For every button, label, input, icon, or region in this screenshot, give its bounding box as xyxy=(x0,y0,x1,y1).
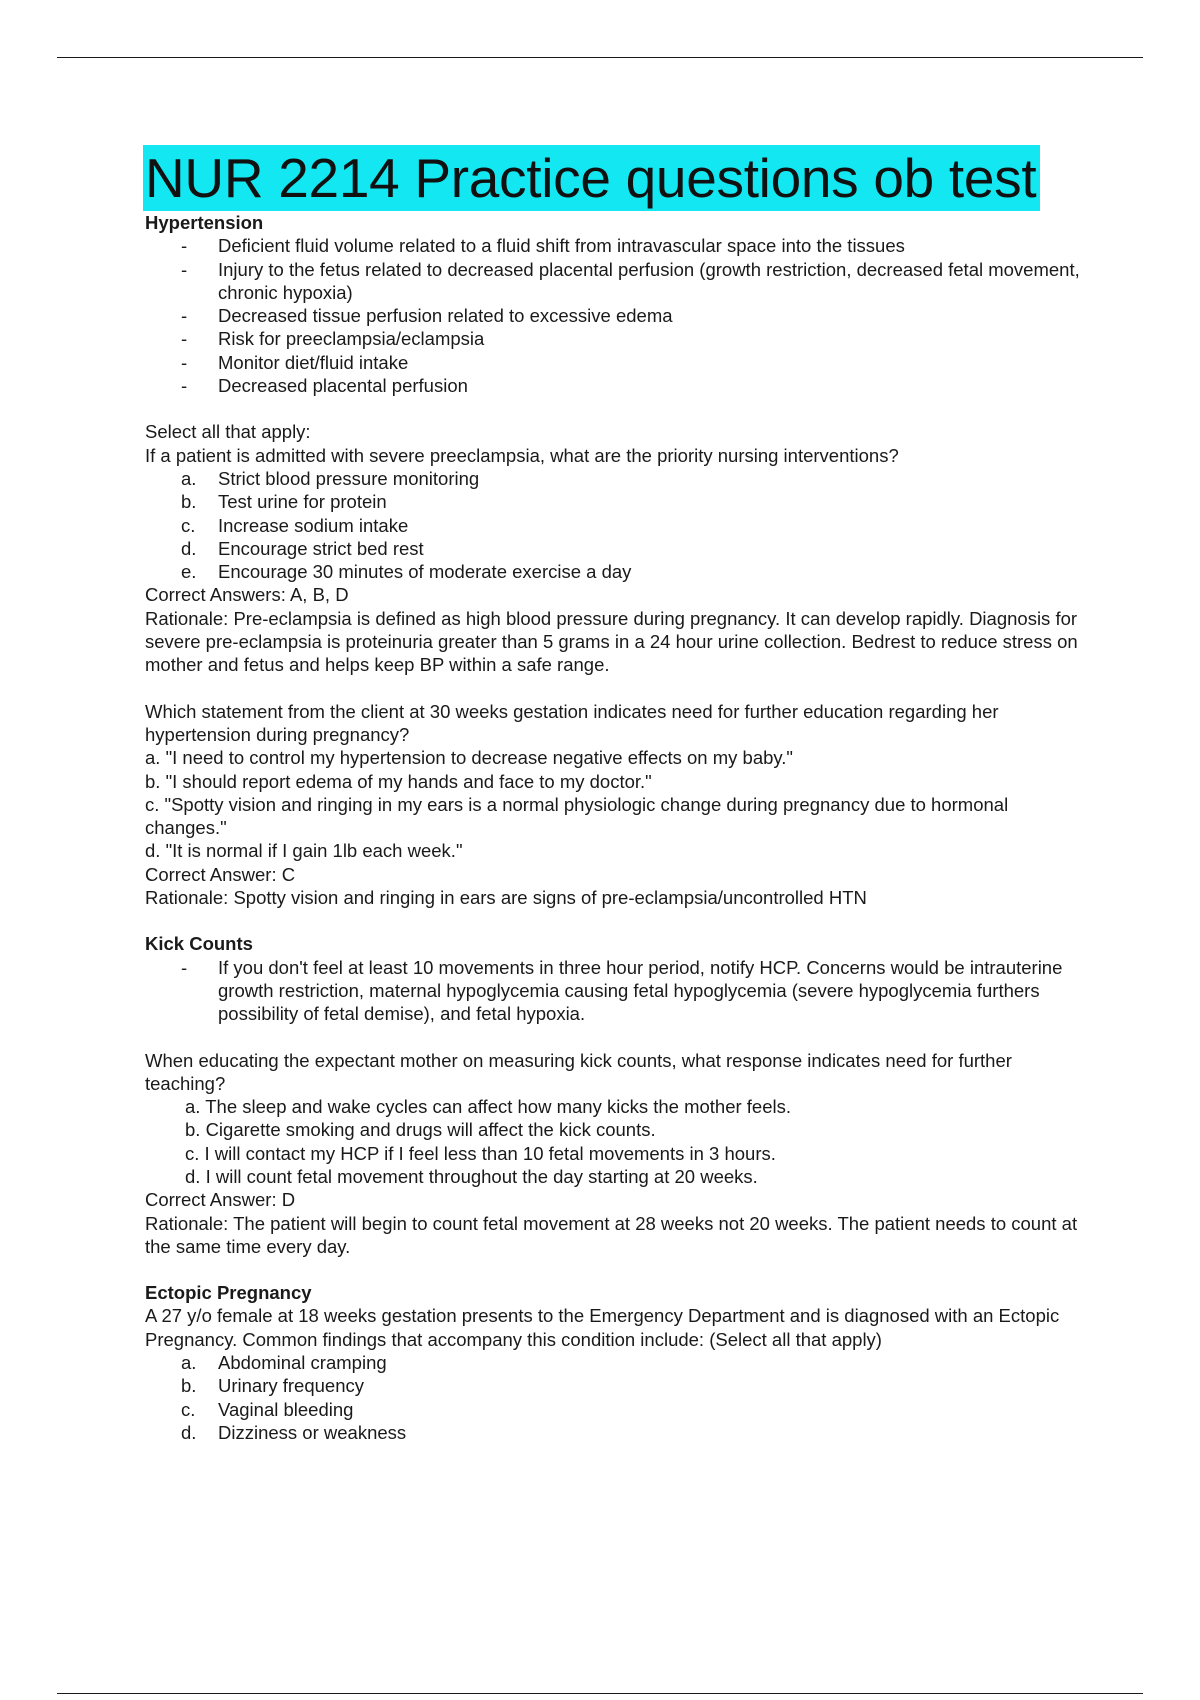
answer-options xyxy=(145,1351,1090,1444)
question-instruction: Select all that apply: xyxy=(145,421,311,443)
question-stem: A 27 y/o female at 18 weeks gestation presents to the Emergency Department and is diagnosed with an Ectopic Pregnancy. Common findings that accompany this condition include: (Select all that apply) xyxy=(145,1305,1060,1350)
answer-option: b. "I should report edema of my hands and face to my doctor." xyxy=(145,770,652,792)
list-item: - Deficient fluid volume related to a fluid shift from intravascular space into the tissues xyxy=(181,235,905,257)
answer-option: d. Encourage strict bed rest xyxy=(181,537,424,559)
question-stem: Which statement from the client at 30 weeks gestation indicates need for further education regarding her hypertension during pregnancy? xyxy=(145,700,999,745)
footer-rule xyxy=(57,1693,1143,1694)
answer-option: a. The sleep and wake cycles can affect how many kicks the mother feels. xyxy=(185,1096,792,1118)
answer-option: e. Encourage 30 minutes of moderate exercise a day xyxy=(181,561,632,583)
list-item: - Risk for preeclampsia/eclampsia xyxy=(181,328,485,350)
answer-option: a. Strict blood pressure monitoring xyxy=(181,467,480,489)
answer-option: c. "Spotty vision and ringing in my ears is a normal physiologic change during pregnancy due to hormonal changes." xyxy=(145,793,1009,839)
answer-option: d. I will count fetal movement throughout the day starting at 20 weeks. xyxy=(185,1165,758,1187)
hypertension-bullet-list xyxy=(145,234,1090,397)
list-item: - Decreased tissue perfusion related to excessive edema xyxy=(181,305,673,327)
document-title: NUR 2214 Practice questions ob test xyxy=(143,145,1040,211)
correct-answer: Correct Answers: A, B, D xyxy=(145,584,349,606)
list-item: - Decreased placental perfusion xyxy=(181,375,468,397)
section-heading-kick-counts: Kick Counts xyxy=(145,933,253,955)
answer-option: b. Urinary frequency xyxy=(181,1375,365,1397)
answer-option: b. Test urine for protein xyxy=(181,491,387,513)
section-heading-ectopic-pregnancy: Ectopic Pregnancy xyxy=(145,1282,312,1304)
answer-option: a. Abdominal cramping xyxy=(181,1352,387,1374)
answer-option: b. Cigarette smoking and drugs will affect the kick counts. xyxy=(185,1119,656,1141)
list-item: - Injury to the fetus related to decreased placental perfusion (growth restriction, decreased fetal movement, chronic hypoxia) xyxy=(181,258,1080,303)
question-stem: When educating the expectant mother on measuring kick counts, what response indicates need for further teaching? xyxy=(145,1049,1012,1094)
document-body xyxy=(145,145,1090,1444)
answer-option: d. Dizziness or weakness xyxy=(181,1421,407,1443)
kick-counts-bullet-list xyxy=(145,956,1090,1026)
correct-answer: Correct Answer: C xyxy=(145,863,296,885)
section-heading-hypertension: Hypertension xyxy=(145,212,264,233)
answer-option: c. Increase sodium intake xyxy=(181,514,409,536)
answer-option: a. "I need to control my hypertension to decrease negative effects on my baby." xyxy=(145,747,793,769)
answer-option: c. Vaginal bleeding xyxy=(181,1398,354,1420)
answer-options xyxy=(145,467,1090,583)
list-item: - If you don't feel at least 10 movements in three hour period, notify HCP. Concerns would be intrauterine growth restriction, maternal hypoglycemia causing fetal hypoglycemia (severe hypoglycemia furthers possibility of fetal demise), and fetal hypoxia. xyxy=(181,956,1063,1025)
answer-option: c. I will contact my HCP if I feel less than 10 fetal movements in 3 hours. xyxy=(185,1142,776,1164)
rationale: Rationale: The patient will begin to count fetal movement at 28 weeks not 20 weeks. The patient needs to count at the same time every day. xyxy=(145,1212,1078,1257)
rationale: Rationale: Pre-eclampsia is defined as high blood pressure during pregnancy. It can develop rapidly. Diagnosis for severe pre-eclampsia is proteinuria greater than 5 grams in a 24 hour urine collection. Bedrest to reduce stress on mother and fetus and helps keep BP within a safe range. xyxy=(145,607,1078,676)
header-rule xyxy=(57,57,1143,58)
answer-option: d. "It is normal if I gain 1lb each week." xyxy=(145,840,463,862)
rationale: Rationale: Spotty vision and ringing in ears are signs of pre-eclampsia/uncontrolled HTN xyxy=(145,887,867,909)
question-stem: If a patient is admitted with severe preeclampsia, what are the priority nursing interventions? xyxy=(145,444,899,466)
list-item: - Monitor diet/fluid intake xyxy=(181,351,409,373)
correct-answer: Correct Answer: D xyxy=(145,1189,296,1211)
answer-options xyxy=(145,1095,1090,1188)
